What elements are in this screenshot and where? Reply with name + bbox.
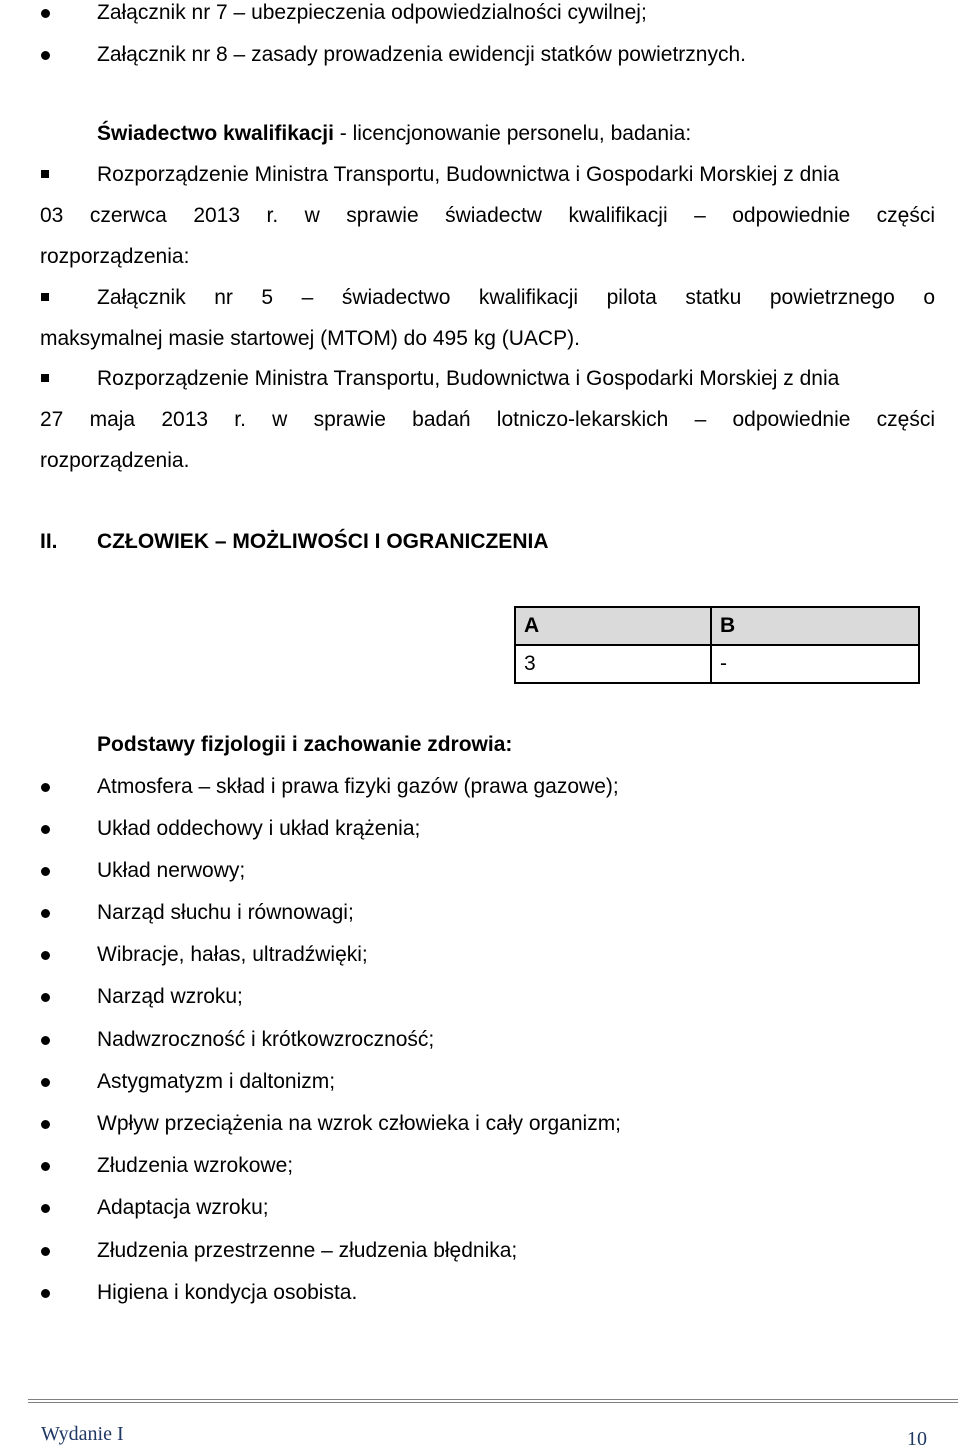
list-item: Astygmatyzm i daltonizm; <box>0 1062 960 1102</box>
bullet-dot-icon <box>41 1120 50 1129</box>
list-item: Adaptacja wzroku; <box>0 1188 960 1228</box>
section-number: II. <box>40 530 58 553</box>
section-title: CZŁOWIEK – MOŻLIWOŚCI I OGRANICZENIA <box>97 530 549 553</box>
certificate-title-bold: Świadectwo kwalifikacji <box>97 122 334 145</box>
square-bullet-icon <box>41 293 49 301</box>
list-item: Narząd wzroku; <box>0 977 960 1017</box>
regulation-item-1: Rozporządzenie Ministra Transportu, Budownictwa i Gospodarki Morskiej z dnia <box>0 155 960 195</box>
list-item: Narząd słuchu i równowagi; <box>0 893 960 933</box>
table-row <box>515 645 919 683</box>
list-item: Nadwzroczność i krótkowzroczność; <box>0 1020 960 1060</box>
footer-edition: Wydanie I <box>41 1423 124 1445</box>
regulation-item-1-cont: 03 czerwca 2013 r. w sprawie świadectw kwalifikacji – odpowiednie części <box>40 204 935 227</box>
bullet-dot-icon <box>41 909 50 918</box>
footer-divider <box>28 1399 958 1403</box>
bullet-dot-icon <box>41 1247 50 1256</box>
bullet-dot-icon <box>41 1036 50 1045</box>
ab-level-table <box>514 606 920 684</box>
regulation-item-2-cont: maksymalnej masie startowej (MTOM) do 495 kg (UACP). <box>40 327 580 350</box>
regulation-item-1-cont: rozporządzenia: <box>40 245 190 268</box>
table-header-a: A <box>515 607 711 645</box>
table-cell-b: - <box>711 645 919 683</box>
list-item: Układ oddechowy i układ krążenia; <box>0 809 960 849</box>
bullet-dot-icon <box>41 825 50 834</box>
table-header-row <box>515 607 919 645</box>
bullet-dot-icon <box>41 993 50 1002</box>
regulation-item-3-cont: rozporządzenia. <box>40 449 190 472</box>
list-item: Układ nerwowy; <box>0 851 960 891</box>
square-bullet-icon <box>41 374 49 382</box>
bullet-dot-icon <box>41 1204 50 1213</box>
bullet-dot-icon <box>41 1289 50 1298</box>
list-item: Atmosfera – skład i prawa fizyki gazów (prawa gazowe); <box>0 767 960 807</box>
regulation-item-3: Rozporządzenie Ministra Transportu, Budownictwa i Gospodarki Morskiej z dnia <box>0 359 960 399</box>
bullet-dot-icon <box>41 783 50 792</box>
bullet-dot-icon <box>41 951 50 960</box>
list-item: Złudzenia przestrzenne – złudzenia błędnika; <box>0 1231 960 1271</box>
physiology-title: Podstawy fizjologii i zachowanie zdrowia: <box>97 733 513 756</box>
table-cell-a: 3 <box>515 645 711 683</box>
page-number: 10 <box>907 1428 927 1450</box>
regulation-item-2: Załącznik nr 5 – świadectwo kwalifikacji pilota statku powietrznego o <box>0 278 960 318</box>
bullet-dot-icon <box>41 51 50 60</box>
list-item: Złudzenia wzrokowe; <box>0 1146 960 1186</box>
regulation-item-3-cont: 27 maja 2013 r. w sprawie badań lotniczo-lekarskich – odpowiednie części <box>40 408 935 431</box>
section-heading <box>0 522 960 562</box>
bullet-dot-icon <box>41 1162 50 1171</box>
list-item: Wpływ przeciążenia na wzrok człowieka i cały organizm; <box>0 1104 960 1144</box>
certificate-section-title <box>0 114 960 154</box>
bullet-dot-icon <box>41 9 50 18</box>
square-bullet-icon <box>41 170 49 178</box>
list-item: Higiena i kondycja osobista. <box>0 1273 960 1313</box>
top-list-item: Załącznik nr 8 – zasady prowadzenia ewidencji statków powietrznych. <box>0 35 960 75</box>
bullet-dot-icon <box>41 867 50 876</box>
list-item: Wibracje, hałas, ultradźwięki; <box>0 935 960 975</box>
bullet-dot-icon <box>41 1078 50 1087</box>
certificate-title-rest: - licencjonowanie personelu, badania: <box>333 122 692 145</box>
table-header-b: B <box>711 607 919 645</box>
top-list-item: Załącznik nr 7 – ubezpieczenia odpowiedzialności cywilnej; <box>0 0 960 33</box>
